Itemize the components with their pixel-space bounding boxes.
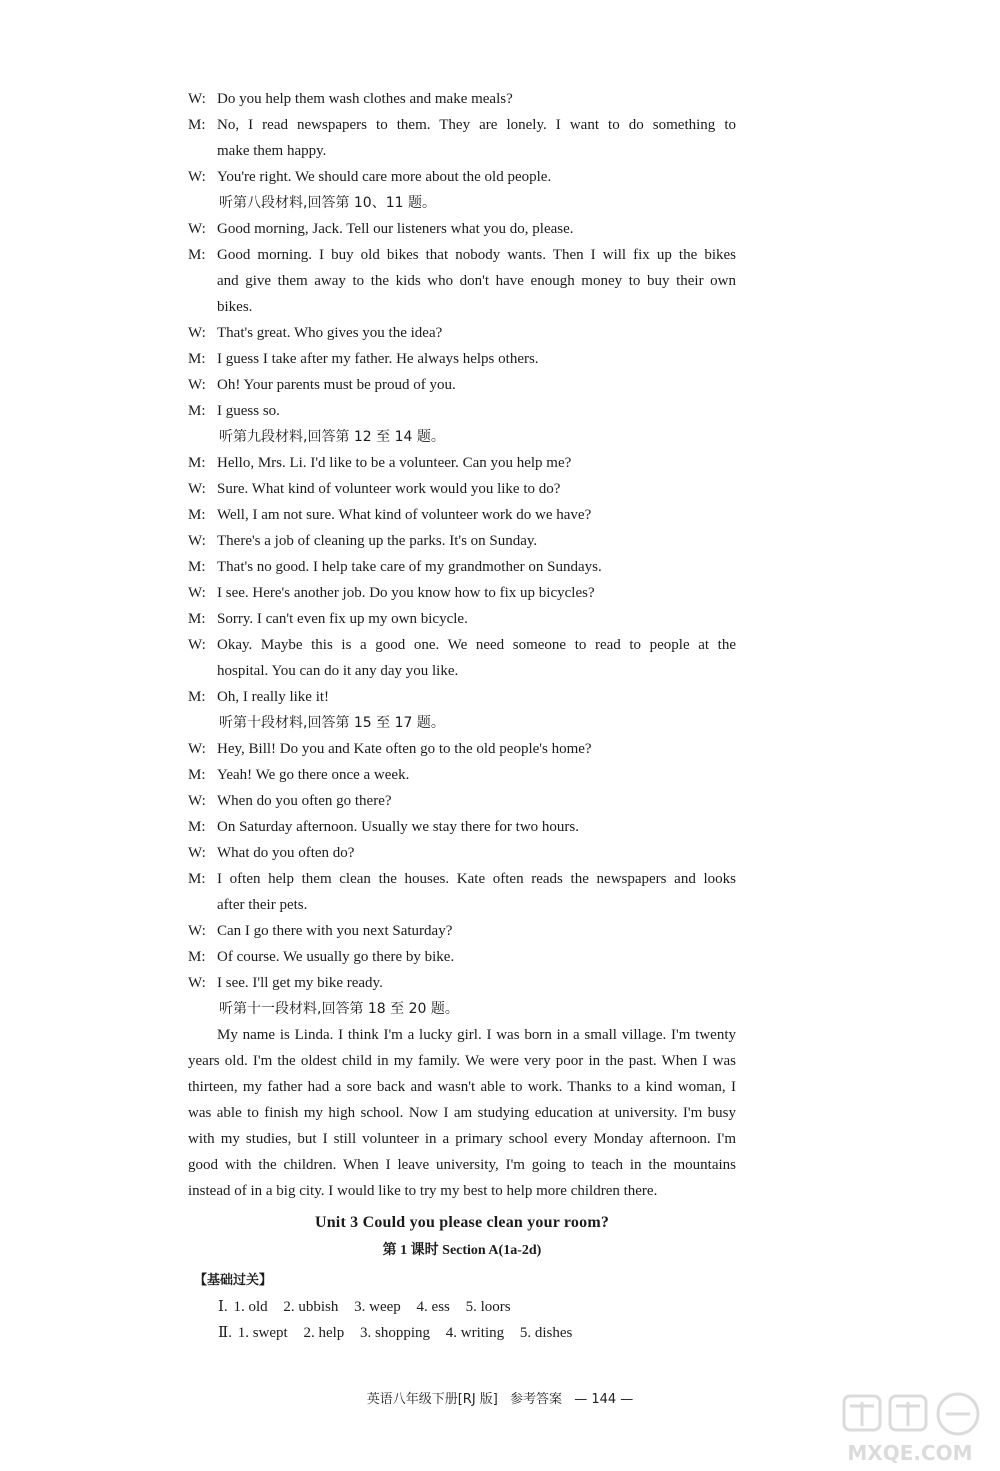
footer-book: 英语八年级下册[RJ 版] — [366, 1392, 498, 1407]
speaker-label: W: — [188, 377, 206, 393]
dialogue-text: Oh, I really like it! — [217, 689, 330, 705]
dialogue-text: Sorry. I can't even fix up my own bicycle. — [217, 611, 468, 627]
dialogue-line — [188, 476, 736, 502]
speaker-label: W: — [188, 169, 206, 185]
dialogue-line — [188, 320, 736, 346]
dialogue-text: I guess so. — [217, 403, 280, 419]
dialogue-line — [188, 164, 736, 190]
speaker-label: M: — [188, 403, 206, 419]
dialogue-continuation: and give them away to the kids who don't have enough money to buy their own — [217, 273, 736, 289]
dialogue-text: Sure. What kind of volunteer work would you like to do? — [217, 481, 561, 497]
dialogue-text: What do you often do? — [217, 845, 355, 861]
dialogue-text: That's great. Who gives you the idea? — [217, 325, 443, 341]
speaker-label: M: — [188, 949, 206, 965]
answer-item: 4. writing — [445, 1325, 505, 1341]
speaker-label: W: — [188, 585, 206, 601]
dialogue-continuation: make them happy. — [217, 143, 327, 159]
dialogue-line — [188, 398, 736, 424]
dialogue-line — [188, 502, 736, 528]
speaker-label: M: — [188, 507, 206, 523]
dialogue-line — [188, 528, 736, 554]
dialogue-line — [188, 580, 736, 606]
unit-title: Unit 3 Could you please clean your room? — [314, 1214, 610, 1231]
speaker-label: M: — [188, 767, 206, 783]
dialogue-text: Good morning. I buy old bikes that nobody wants. Then I will fix up the bikes — [217, 247, 736, 263]
lesson-title: 第 1 课时 Section A(1a-2d) — [382, 1243, 542, 1258]
speaker-label: M: — [188, 117, 206, 133]
answer-row-2 — [188, 1320, 736, 1346]
footer-label: 参考答案 — [510, 1392, 563, 1407]
answer-item: 5. loors — [465, 1299, 511, 1315]
dialogue-text: There's a job of cleaning up the parks. It's on Sunday. — [217, 533, 538, 549]
dialogue-text: Do you help them wash clothes and make meals? — [217, 91, 513, 107]
dialogue-text: I see. Here's another job. Do you know how to fix up bicycles? — [217, 585, 595, 601]
dialogue-line — [188, 216, 736, 242]
dialogue-text: I see. I'll get my bike ready. — [217, 975, 383, 991]
dialogue-text: Yeah! We go there once a week. — [217, 767, 410, 783]
dialogue-line — [188, 736, 736, 762]
dialogue-text: Hello, Mrs. Li. I'd like to be a volunteer. Can you help me? — [217, 455, 572, 471]
dialogue-line — [188, 970, 736, 996]
dialogue-continuation: after their pets. — [217, 897, 308, 913]
dialogue-line — [188, 840, 736, 866]
speaker-label: M: — [188, 611, 206, 627]
speaker-label: W: — [188, 325, 206, 341]
dialogue-line — [188, 632, 736, 658]
answer-item: 1. swept — [237, 1325, 288, 1341]
speaker-label: W: — [188, 533, 206, 549]
answer-item: 2. ubbish — [283, 1299, 339, 1315]
speaker-label: M: — [188, 871, 206, 887]
dialogue-line — [188, 814, 736, 840]
section-heading: 听第九段材料,回答第 12 至 14 题。 — [219, 429, 445, 445]
section-heading: 听第十一段材料,回答第 18 至 20 题。 — [219, 1001, 459, 1017]
speaker-label: W: — [188, 793, 206, 809]
dialogue-text: Well, I am not sure. What kind of volunteer work do we have? — [217, 507, 592, 523]
dialogue-text: Good morning, Jack. Tell our listeners what you do, please. — [217, 221, 574, 237]
dialogue-text: When do you often go there? — [217, 793, 392, 809]
page-number: — 144 — — [574, 1392, 634, 1407]
dialogue-text: Hey, Bill! Do you and Kate often go to the old people's home? — [217, 741, 592, 757]
answer-number: Ⅰ. — [218, 1299, 228, 1315]
dialogue-line — [188, 112, 736, 138]
dialogue-line — [188, 450, 736, 476]
dialogue-continuation: hospital. You can do it any day you like. — [217, 663, 459, 679]
dialogue-text: I guess I take after my father. He always helps others. — [217, 351, 539, 367]
dialogue-line — [188, 918, 736, 944]
dialogue-line — [188, 86, 736, 112]
answer-item: 3. weep — [354, 1299, 401, 1315]
dialogue-text: Can I go there with you next Saturday? — [217, 923, 453, 939]
answer-row-1 — [188, 1294, 736, 1320]
speaker-label: W: — [188, 975, 206, 991]
speaker-label: W: — [188, 481, 206, 497]
speaker-label: M: — [188, 455, 206, 471]
section-heading: 听第八段材料,回答第 10、11 题。 — [219, 195, 436, 211]
dialogue-line — [188, 762, 736, 788]
dialogue-line — [188, 684, 736, 710]
dialogue-line — [188, 788, 736, 814]
dialogue-continuation: bikes. — [217, 299, 253, 315]
dialogue-line — [188, 372, 736, 398]
dialogue-block — [188, 86, 736, 1022]
speaker-label: W: — [188, 845, 206, 861]
speaker-label: M: — [188, 247, 206, 263]
watermark-text: MXQE.COM — [847, 1441, 973, 1465]
dialogue-line — [188, 866, 736, 892]
listening-passage: My name is Linda. I think I'm a lucky girl. I was born in a small village. I'm twenty years old. I'm the oldest child in my family. We were very poor in the past. When I was thirteen, my father had a sore back and wasn't able to work. Thanks to a kind woman, I was able to finish my high school. Now I am studying education at university. I'm busy with my studies, but I still volunteer in a primary school every Monday afternoon. I'm good with the children. When I leave university, I'm going to teach in the mountains instead of in a big city. I would like to try my best to help more children there. — [188, 1027, 736, 1199]
dialogue-line — [188, 346, 736, 372]
dialogue-text: On Saturday afternoon. Usually we stay there for two hours. — [217, 819, 579, 835]
section-heading: 听第十段材料,回答第 15 至 17 题。 — [219, 715, 445, 731]
transcript-content — [188, 86, 736, 1346]
answer-item: 2. help — [303, 1325, 345, 1341]
dialogue-text: I often help them clean the houses. Kate often reads the newspapers and looks — [217, 871, 736, 887]
dialogue-text: Okay. Maybe this is a good one. We need someone to read to people at the — [217, 637, 736, 653]
speaker-label: W: — [188, 221, 206, 237]
speaker-label: M: — [188, 689, 206, 705]
answer-item: 3. shopping — [360, 1325, 431, 1341]
section-tag: 【基础过关】 — [194, 1273, 273, 1288]
answer-item: 5. dishes — [519, 1325, 573, 1341]
dialogue-text: You're right. We should care more about the old people. — [217, 169, 552, 185]
speaker-label: M: — [188, 351, 206, 367]
speaker-label: M: — [188, 819, 206, 835]
answer-number: Ⅱ. — [218, 1325, 232, 1341]
dialogue-text: No, I read newspapers to them. They are lonely. I want to do something to — [217, 117, 736, 133]
speaker-label: W: — [188, 637, 206, 653]
watermark-logo — [826, 1390, 994, 1466]
answer-item: 1. old — [233, 1299, 268, 1315]
speaker-label: M: — [188, 559, 206, 575]
dialogue-line — [188, 242, 736, 268]
dialogue-line — [188, 554, 736, 580]
dialogue-line — [188, 606, 736, 632]
speaker-label: W: — [188, 91, 206, 107]
dialogue-text: Of course. We usually go there by bike. — [217, 949, 455, 965]
dialogue-text: Oh! Your parents must be proud of you. — [217, 377, 456, 393]
speaker-label: W: — [188, 741, 206, 757]
speaker-label: W: — [188, 923, 206, 939]
answer-item: 4. ess — [416, 1299, 450, 1315]
dialogue-text: That's no good. I help take care of my grandmother on Sundays. — [217, 559, 602, 575]
dialogue-line — [188, 944, 736, 970]
